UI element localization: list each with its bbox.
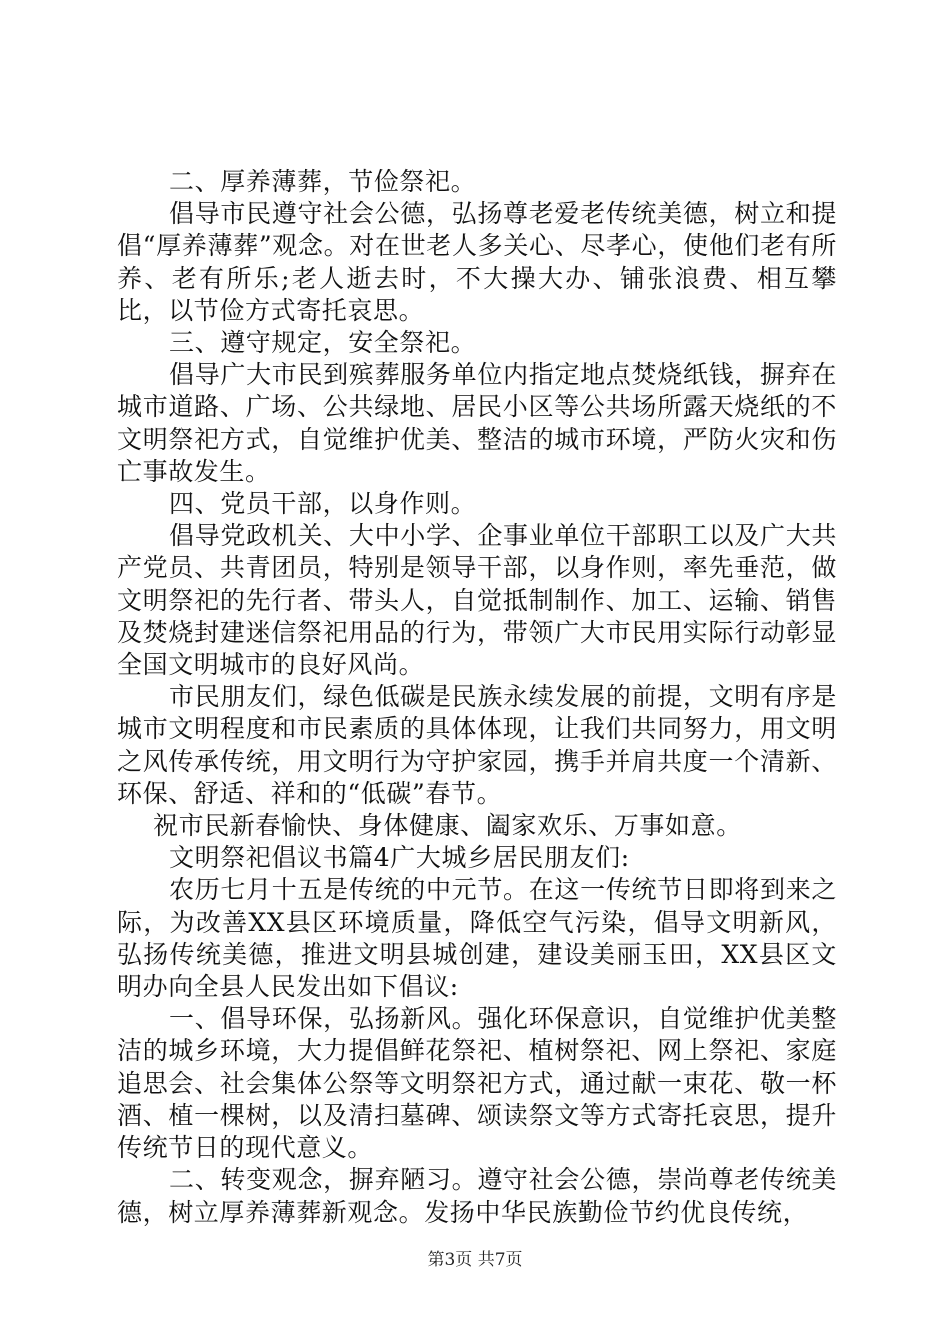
paragraph-heading: 文明祭祀倡议书篇4广大城乡居民朋友们: bbox=[169, 843, 630, 873]
paragraph-greeting: 祝市民新春愉快、身体健康、阖家欢乐、万事如意。 bbox=[153, 811, 742, 841]
paragraph: 农历七月十五是传统的中元节。在这一传统节日即将到来之际，为改善XX县区环境质量，降低空气污染，倡导文明新风，弘扬传统美德，推进文明县城创建，建设美丽玉田，XX县区文明办向全县人民发出如下倡议: bbox=[117, 875, 837, 1002]
document-body bbox=[117, 166, 837, 1229]
paragraph-heading: 四、党员干部，以身作则。 bbox=[169, 489, 477, 519]
paragraph: 倡导广大市民到殡葬服务单位内指定地点焚烧纸钱，摒弃在城市道路、广场、公共绿地、居民小区等公共场所露天烧纸的不文明祭祀方式，自觉维护优美、整洁的城市环境，严防火灾和伤亡事故发生。 bbox=[117, 360, 837, 486]
page-number-footer: 第3页 共7页 bbox=[427, 1250, 523, 1270]
paragraph: 市民朋友们，绿色低碳是民族永续发展的前提，文明有序是城市文明程度和市民素质的具体体现，让我们共同努力，用文明之风传承传统，用文明行为守护家园，携手并肩共度一个清新、环保、舒适、祥和的“低碳”春节。 bbox=[117, 682, 837, 808]
paragraph-heading: 二、厚养薄葬，节俭祭祀。 bbox=[169, 167, 477, 196]
paragraph: 二、转变观念，摒弃陋习。遵守社会公德，崇尚尊老传统美德，树立厚养薄葬新观念。发扬中华民族勤俭节约优良传统， bbox=[117, 1165, 837, 1227]
paragraph: 一、倡导环保，弘扬新风。强化环保意识，自觉维护优美整洁的城乡环境，大力提倡鲜花祭祀、植树祭祀、网上祭祀、家庭追思会、社会集体公祭等文明祭祀方式，通过献一束花、敬一杯酒、植一棵树，以及清扫墓碑、颂读祭文等方式寄托哀思，提升传统节日的现代意义。 bbox=[117, 1004, 837, 1163]
paragraph: 倡导市民遵守社会公德，弘扬尊老爱老传统美德，树立和提倡“厚养薄葬”观念。对在世老人多关心、尽孝心，使他们老有所养、老有所乐;老人逝去时，不大操大办、铺张浪费、相互攀比，以节俭方式寄托哀思。 bbox=[117, 199, 837, 325]
paragraph-heading: 三、遵守规定，安全祭祀。 bbox=[169, 328, 477, 358]
paragraph: 倡导党政机关、大中小学、企事业单位干部职工以及广大共产党员、共青团员，特别是领导干部，以身作则，率先垂范，做文明祭祀的先行者、带头人，自觉抵制制作、加工、运输、销售及焚烧封建迷信祭祀用品的行为，带领广大市民用实际行动彰显全国文明城市的良好风尚。 bbox=[117, 521, 837, 680]
